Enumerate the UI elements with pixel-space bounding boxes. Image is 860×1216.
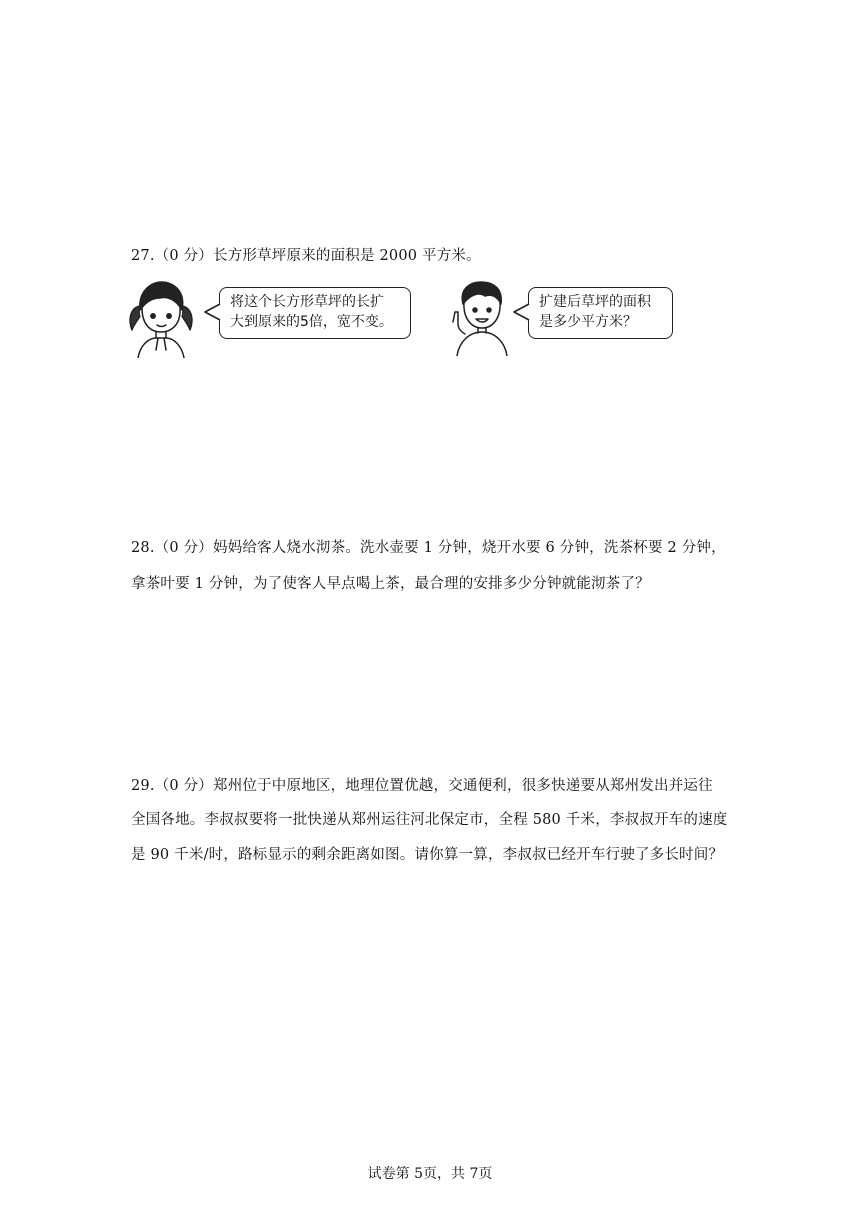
girl-bubble-tail (204, 303, 221, 321)
girl-speech-bubble (219, 287, 411, 339)
boy-speech-line-2: 是多少平方米？ (539, 314, 637, 330)
question-29-line-1: 29.（0 分）郑州位于中原地区，地理位置优越，交通便利，很多快递要从郑州发出并运往 (131, 778, 713, 794)
girl-illustration (126, 280, 198, 358)
page-footer: 试卷第 5页，共 7页 (367, 1166, 493, 1182)
question-27-text: 27.（0 分）长方形草坪原来的面积是 2000 平方米。 (131, 248, 481, 264)
boy-speech-bubble (528, 287, 673, 339)
question-28-line-1: 28.（0 分）妈妈给客人烧水沏茶。洗水壶要 1 分钟，烧开水要 6 分钟，洗茶杯要 2 分钟， (131, 540, 726, 556)
boy-speech-line-1: 扩建后草坪的面积 (539, 294, 651, 310)
question-28-line-2: 拿茶叶要 1 分钟，为了使客人早点喝上茶，最合理的安排多少分钟就能沏茶了？ (131, 576, 650, 592)
girl-speech-line-2: 大到原来的5倍，宽不变。 (230, 314, 393, 330)
question-29-line-3: 是 90 千米/时，路标显示的剩余距离如图。请你算一算，李叔叔已经开车行驶了多长时间？ (131, 847, 724, 863)
question-29-line-2: 全国各地。李叔叔要将一批快递从郑州运往河北保定市，全程 580 千米，李叔叔开车的速度 (131, 812, 728, 828)
boy-illustration (449, 280, 513, 356)
girl-speech-line-1: 将这个长方形草坪的长扩 (230, 294, 384, 310)
boy-bubble-tail (513, 303, 530, 321)
